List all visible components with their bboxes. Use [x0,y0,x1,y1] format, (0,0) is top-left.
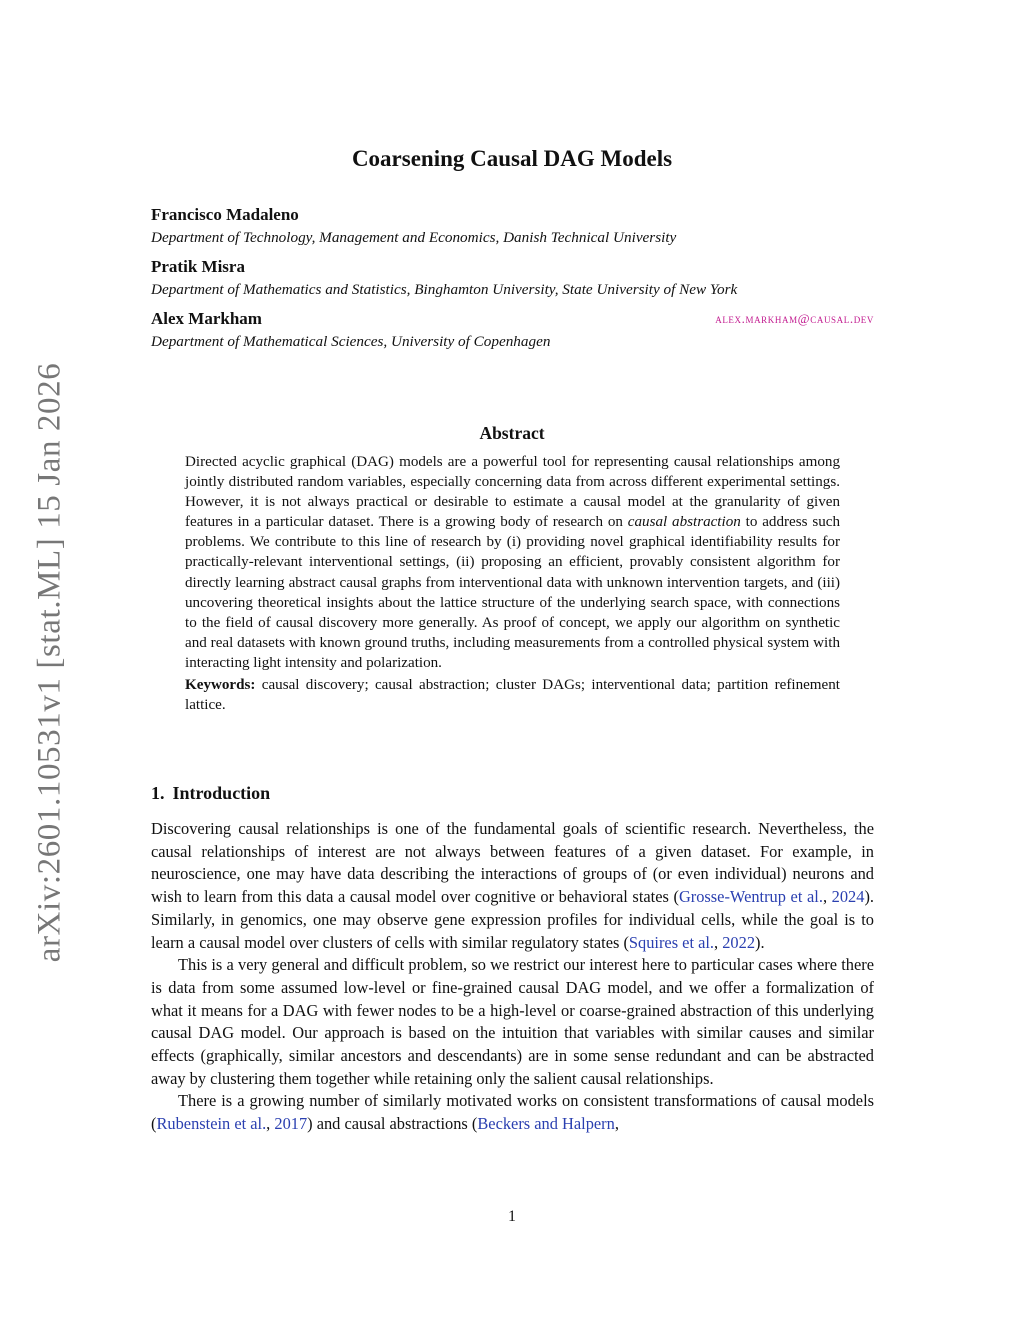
citation-link[interactable]: Squires et al. [628,932,715,952]
author-name-row [151,307,874,331]
citation-year-link[interactable]: 2017 [274,1114,308,1134]
author-name: Alex Markham [151,309,262,328]
citation-year-link[interactable]: 2022 [722,932,756,952]
author-affiliation: Department of Mathematical Sciences, University of Copenhagen [151,333,551,350]
author-list [151,203,874,359]
abstract-text: to address such problems. We contribute to this line of research by (i) providing novel graphical identifiability results for practically-relevant interventional settings, (ii) proposing an efficient, provably consistent algorithm for directly learning abstract causal graphs from interventional data with unknown intervention targets, and (iii) uncovering theoretical insights about the lattice structure of the underlying search space, with connections to the field of causal discovery more generally. As proof of concept, we apply our algorithm on synthetic and real datasets with known ground truths, including measurements from a controlled physical system with interacting light intensity and polarization. [185,514,840,671]
citation-link[interactable]: Grosse-Wentrup et al. [678,887,823,907]
section-heading [151,783,270,804]
keywords-text: causal discovery; causal abstraction; cluster DAGs; interventional data; partition refinement lattice. [185,677,840,714]
abstract-paragraph [185,452,840,673]
author-email-link[interactable]: alex.markham@causal.dev [715,311,874,326]
intro-text: , [614,1114,619,1134]
intro-text: ). Similarly, in genomics, one may observe gene expression profiles for individual cells, while the goal is to learn a causal model over clusters of cells with similar regulatory states ( [151,887,874,952]
intro-paragraph: There is a growing number of similarly motivated works on consistent transformations of causal models (Rubenstein et al., 2017) and causal abstractions (Beckers and Halpern, [151,1091,874,1134]
intro-text: ). [755,932,765,952]
author-name-row [151,255,874,279]
keywords [185,675,840,715]
intro-paragraph: Discovering causal relationships is one of the fundamental goals of scientific research. Nevertheless, the causal relationships of interest are not always between features of a given dataset. For example, in neuroscience, one may have data describing the interactions of groups of (or even individual) neurons and wish to learn from this data a causal model over cognitive or behavioral states (Grosse-Wentrup et al., 2024). Similarly, in genomics, one may observe gene expression profiles for individual cells, while the goal is to learn a causal model over clusters of cells with similar regulatory states (Squires et al., 2022). [151,819,874,952]
intro-text: ) and causal abstractions ( [307,1114,478,1134]
page-number: 1 [508,1208,516,1225]
citation-link[interactable]: Beckers and Halpern [477,1114,615,1134]
abstract-emphasis: causal abstraction [627,514,741,531]
arxiv-stamp-text: arXiv:2601.10531v1 [stat.ML] 15 Jan 2026 [31,362,68,962]
keywords-label: Keywords: [185,677,256,694]
abstract-text: Directed acyclic graphical (DAG) models are a powerful tool for representing causal relationships among jointly distributed random variables, especially concerning data from across different experimental settings. However, it is not always practical or desirable to estimate a causal model at the granularity of given features in a particular dataset. There is a growing body of research on [185,454,840,531]
author-name: Pratik Misra [151,257,245,276]
citation-link[interactable]: Rubenstein et al. [156,1114,267,1134]
author-block [151,255,874,301]
author-affiliation: Department of Technology, Management and Economics, Danish Technical University [151,229,677,246]
paper-title: Coarsening Causal DAG Models [351,146,673,171]
arxiv-stamp [10,362,90,962]
section-title: Introduction [172,783,271,803]
intro-paragraph: This is a very general and difficult problem, so we restrict our interest here to particular cases where there is data from some assumed low-level or fine-grained causal DAG model, and we offer a formalization of what it means for a DAG with fewer nodes to be a high-level or coarse-grained abstraction of this underlying causal DAG model. Our approach is based on the intuition that variables with similar causes and similar effects (graphically, similar ancestors and descendants) are in some sense redundant and can be abstracted away by clustering them together while retaining only the salient causal relationships. [151,955,874,1088]
citation-year-link[interactable]: 2024 [831,887,865,907]
section-number: 1. [151,783,165,803]
author-name: Francisco Madaleno [151,205,299,224]
author-block [151,307,874,353]
author-name-row [151,203,874,227]
intro-text: There is a growing number of similarly motivated works on consistent transformations of causal models ( [151,1091,874,1134]
author-affiliation: Department of Mathematics and Statistics, Binghamton University, State University of New York [151,281,738,298]
abstract-heading: Abstract [479,423,545,443]
introduction-body [151,818,874,1136]
author-block [151,203,874,249]
abstract-body [185,452,840,715]
intro-text: Discovering causal relationships is one of the fundamental goals of scientific research. Nevertheless, the causal relationships of interest are not always between features of a given dataset. For example, in neuroscience, one may have data describing the interactions of groups of (or even individual) neurons and wish to learn from this data a causal model over cognitive or behavioral states ( [151,819,874,907]
